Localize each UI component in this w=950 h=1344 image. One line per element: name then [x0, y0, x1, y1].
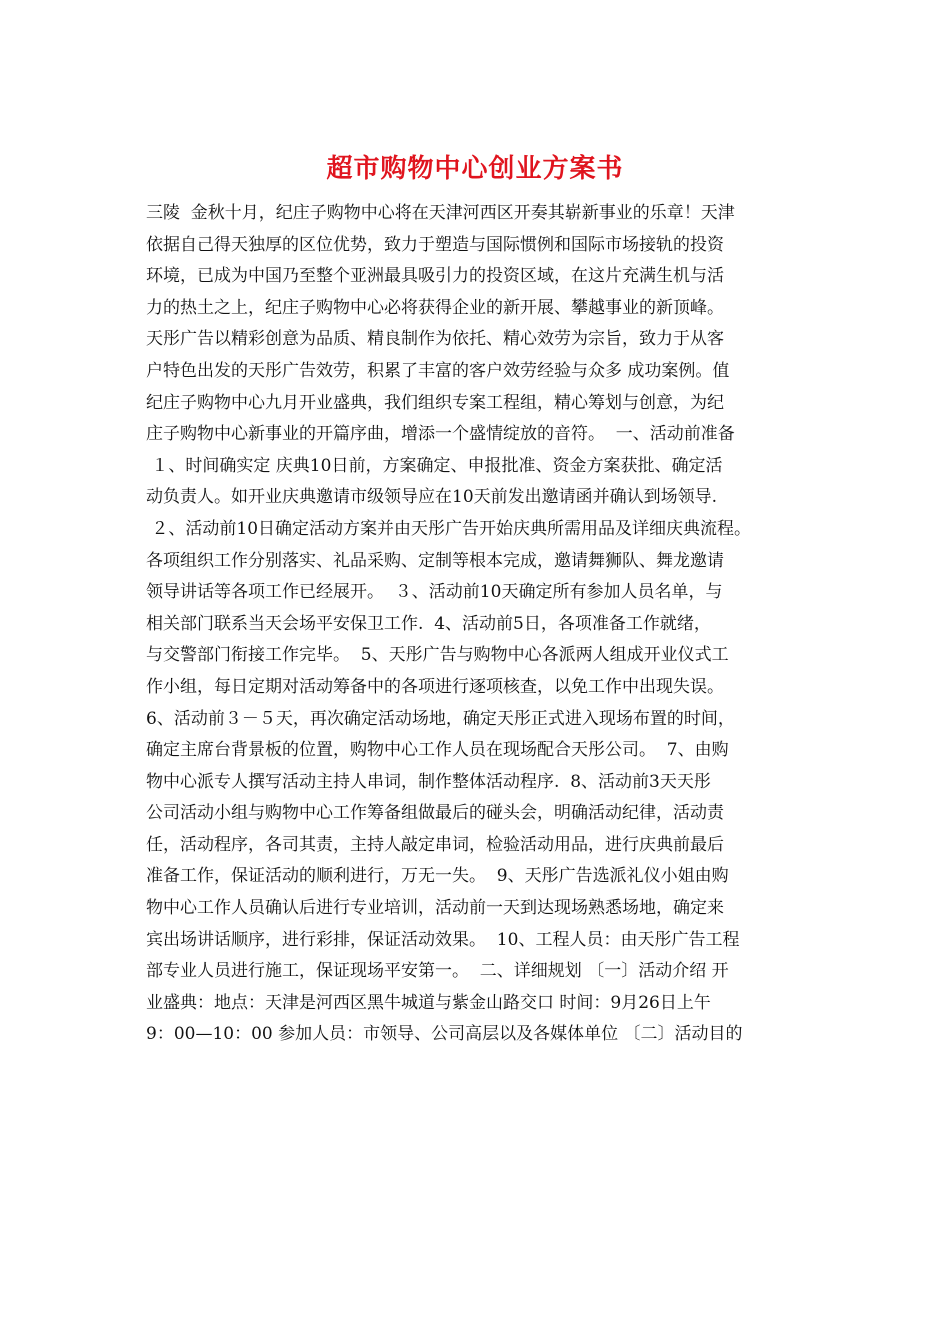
body-line: 物中心派专人撰写活动主持人串词，制作整体活动程序. 8、活动前3天天彤 — [146, 771, 711, 792]
body-line: 宾出场讲话顺序，进行彩排，保证活动效果。 10、工程人员：由天彤广告工程 — [146, 929, 740, 950]
body-line: 力的热土之上，纪庄子购物中心必将获得企业的新开展、攀越事业的新顶峰。 — [146, 297, 724, 318]
body-line: 领导讲话等各项工作已经展开。 ３、活动前10天确定所有参加人员名单，与 — [146, 582, 723, 603]
body-line: 作小组，每日定期对活动筹备中的各项进行逐项核查，以免工作中出现失误。 — [146, 676, 724, 697]
body-line: 环境，已成为中国乃至整个亚洲最具吸引力的投资区域，在这片充满生机与活 — [146, 266, 724, 287]
body-line: 三陵 金秋十月，纪庄子购物中心将在天津河西区开奏其崭新事业的乐章！天津 — [146, 203, 735, 223]
document-title: 超市购物中心创业方案书 — [326, 154, 624, 184]
body-line: 公司活动小组与购物中心工作筹备组做最后的碰头会，明确活动纪律，活动责 — [146, 803, 724, 824]
body-line: 确定主席台背景板的位置，购物中心工作人员在现场配合天彤公司。 7、由购 — [146, 740, 729, 761]
body-line: 9：00—10：00 参加人员：市领导、公司高层以及各媒体单位 〔二〕活动目的 — [146, 1024, 743, 1045]
body-line: 部专业人员进行施工，保证现场平安第一。 二、详细规划 〔一〕活动介绍 开 — [146, 961, 729, 982]
body-line: 物中心工作人员确认后进行专业培训，活动前一天到达现场熟悉场地，确定来 — [146, 898, 724, 919]
body-line: 依据自己得天独厚的区位优势，致力于塑造与国际惯例和国际市场接轨的投资 — [146, 234, 724, 255]
body-line: 任，活动程序，各司其责，主持人敲定串词，检验活动用品，进行庆典前最后 — [146, 834, 724, 855]
body-line: 各项组织工作分别落实、礼品采购、定制等根本完成，邀请舞狮队、舞龙邀请 — [146, 550, 724, 571]
body-line: 纪庄子购物中心九月开业盛典，我们组织专案工程组，精心筹划与创意，为纪 — [146, 392, 724, 413]
document-body — [146, 198, 826, 1051]
body-line: １、时间确实定 庆典10日前，方案确定、申报批准、资金方案获批、确定活 — [146, 455, 723, 476]
body-line: ２、活动前10日确定活动方案并由天彤广告开始庆典所需用品及详细庆典流程。 — [146, 518, 752, 539]
body-line: 动负责人。如开业庆典邀请市级领导应在10天前发出邀请函并确认到场领导. — [146, 487, 718, 508]
body-line: 业盛典：地点：天津是河西区黑牛城道与紫金山路交口 时间：9月26日上午 — [146, 992, 711, 1013]
body-line: 相关部门联系当天会场平安保卫工作. 4、活动前5日，各项准备工作就绪， — [146, 613, 711, 634]
body-line: 准备工作，保证活动的顺利进行，万无一失。 9、天彤广告选派礼仪小姐由购 — [146, 866, 729, 887]
body-line: 户特色出发的天彤广告效劳，积累了丰富的客户效劳经验与众多 成功案例。值 — [146, 360, 730, 381]
body-line: 庄子购物中心新事业的开篇序曲，增添一个盛情绽放的音符。 一、活动前准备 — [146, 424, 735, 445]
body-line: 6、活动前３－５天，再次确定活动场地，确定天彤正式进入现场布置的时间， — [146, 708, 735, 729]
body-line: 与交警部门衔接工作完毕。 5、天彤广告与购物中心各派两人组成开业仪式工 — [146, 645, 729, 666]
body-line: 天彤广告以精彩创意为品质、精良制作为依托、精心效劳为宗旨，致力于从客 — [146, 329, 724, 350]
